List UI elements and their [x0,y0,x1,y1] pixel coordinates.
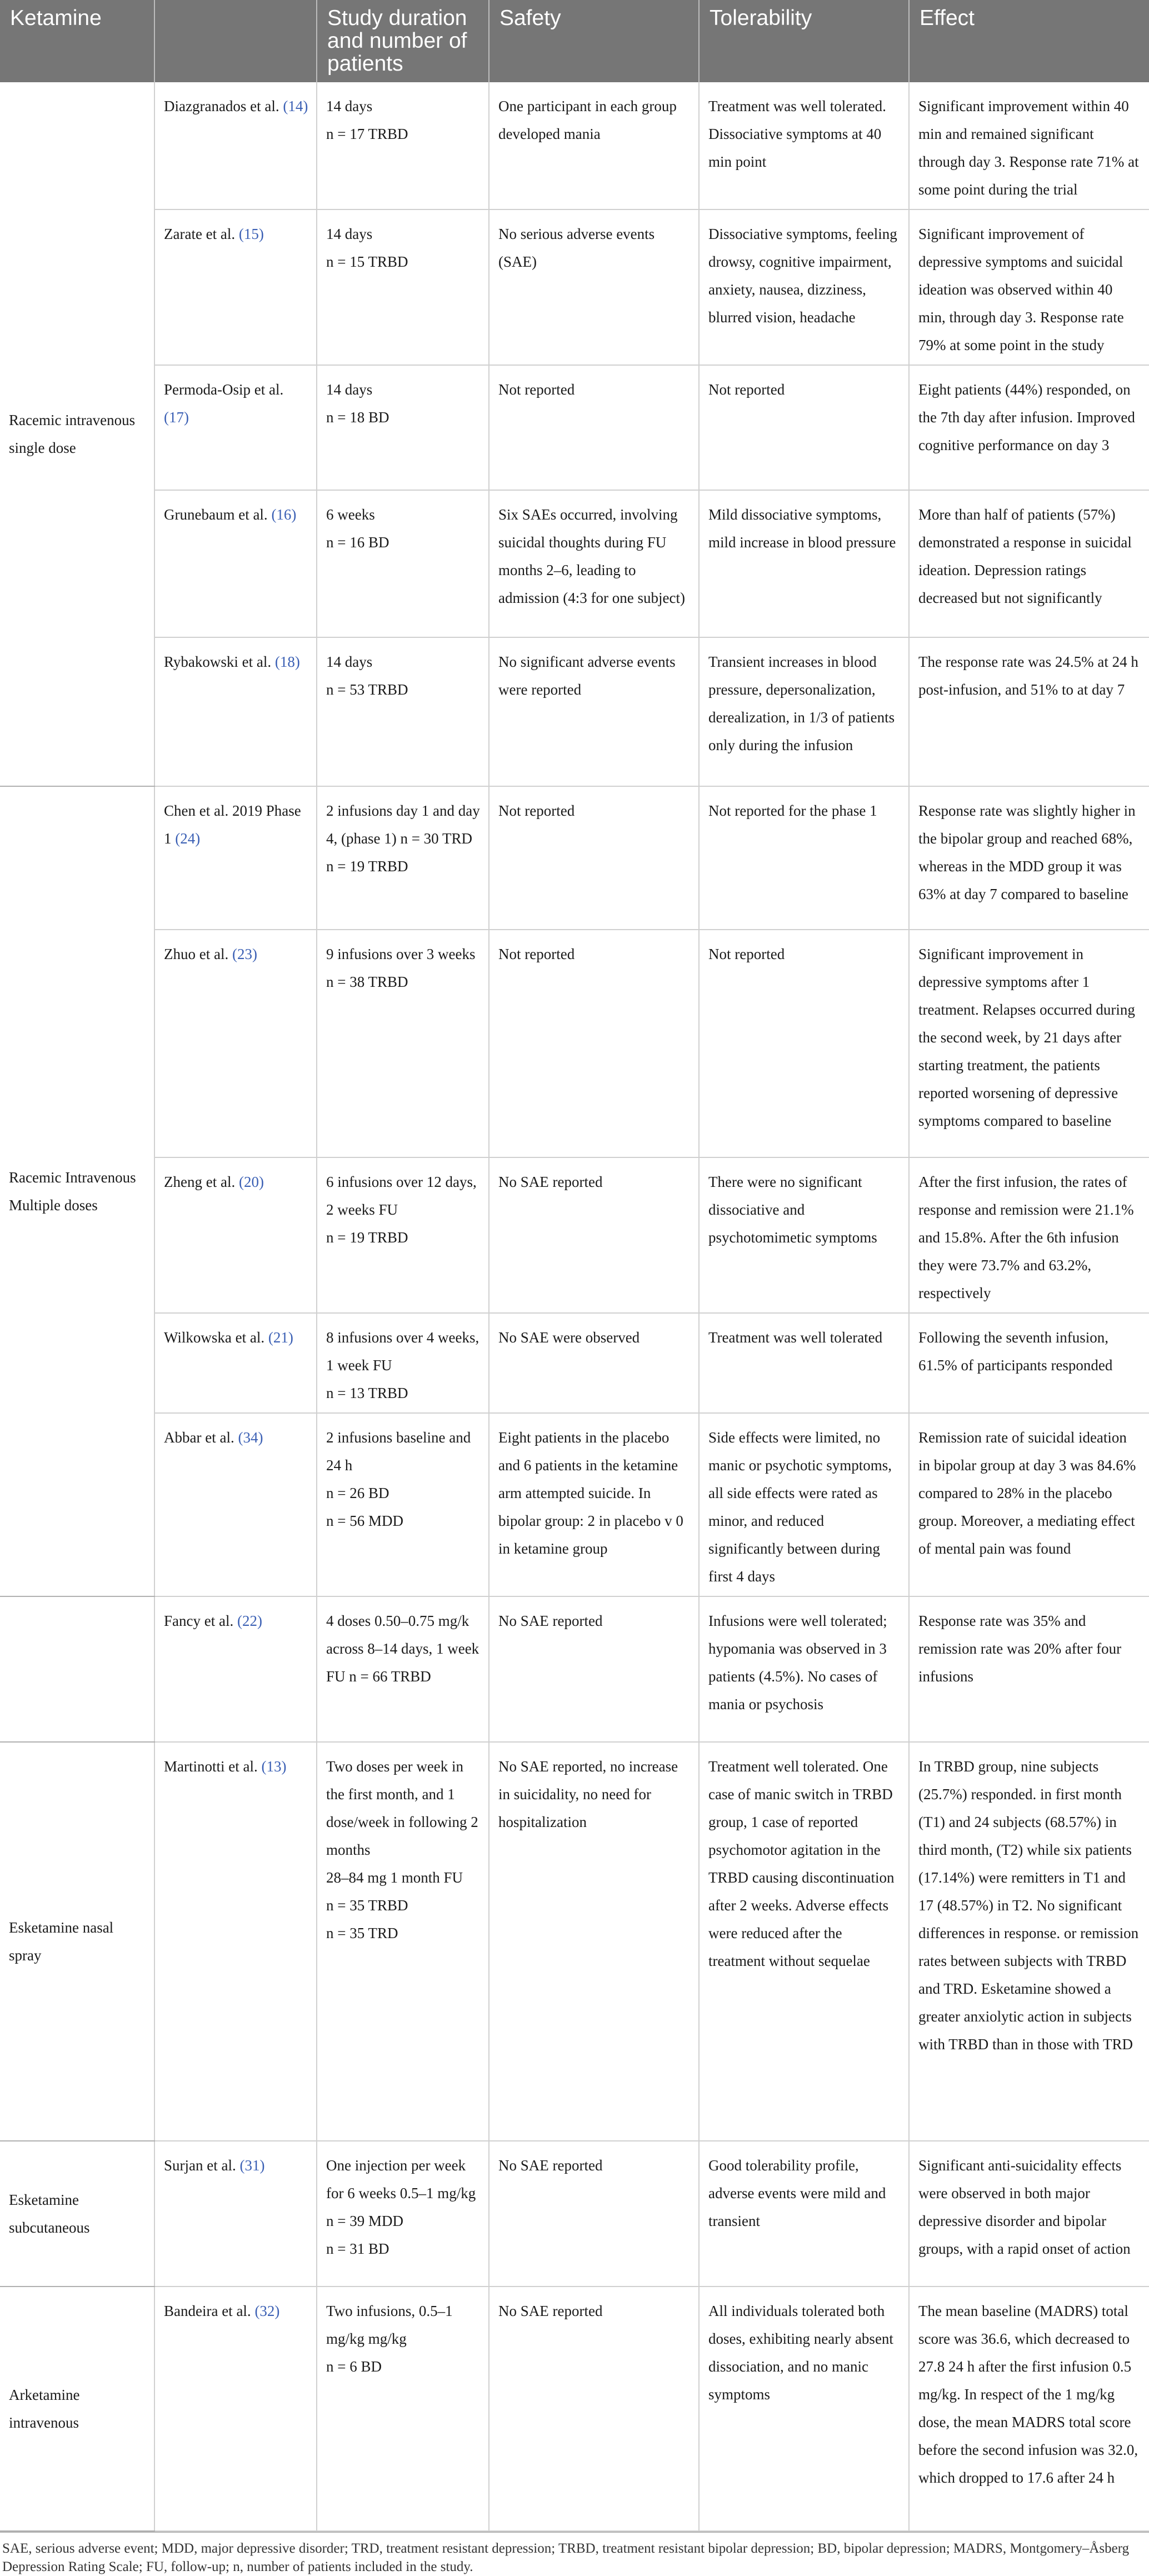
duration-line: 2 infusions baseline and 24 h [326,1429,471,1474]
duration-cell [317,1313,489,1413]
study-name: Abbar et al. [164,1429,234,1446]
table-row [0,2287,1149,2531]
study-cell [154,82,317,209]
safety-cell: No SAE reported [489,2141,699,2287]
table-row [0,365,1149,490]
safety-cell: No SAE reported [489,1157,699,1313]
duration-cell [317,365,489,490]
table-row [0,1413,1149,1596]
duration-line: 6 infusions over 12 days, 2 weeks FU [326,1174,477,1218]
table-row [0,1313,1149,1413]
safety-cell: One participant in each group developed mania [489,82,699,209]
duration-line: n = 26 BD [326,1485,389,1501]
effect-cell: Response rate was 35% and remission rate was 20% after four infusions [909,1596,1149,1742]
effect-cell: The mean baseline (MADRS) total score was 36.6, which decreased to 27.8 24 h after the first infusion 0.5 mg/kg. In respect of the 1 mg/kg dose, the mean MADRS total score before the second infusion was 32.0, which dropped to 17.6 after 24 h [909,2287,1149,2531]
tolerability-cell: All individuals tolerated both doses, exhibiting nearly absent dissociation, and no manic symptoms [699,2287,909,2531]
safety-cell: No SAE reported, no increase in suicidality, no need for hospitalization [489,1742,699,2141]
safety-cell: No serious adverse events (SAE) [489,209,699,365]
table-row [0,637,1149,786]
duration-line: 6 weeks [326,506,375,523]
table-row [0,2141,1149,2287]
study-name: Rybakowski et al. [164,653,272,670]
duration-line: n = 39 MDD [326,2213,403,2229]
study-cell [154,490,317,637]
duration-line: 28–84 mg 1 month FU [326,1869,463,1886]
safety-cell: Eight patients in the placebo and 6 patients in the ketamine arm attempted suicide. In bipolar group: 2 in placebo v 0 in ketamine group [489,1413,699,1596]
effect-cell: Significant improvement within 40 min and remained significant through day 3. Response rate 71% at some point during the trial [909,82,1149,209]
tolerability-cell: Transient increases in blood pressure, depersonalization, derealization, in 1/3 of patients only during the infusion [699,637,909,786]
header-effect: Effect [909,0,1149,82]
group-label [0,1596,154,1742]
reference-link[interactable]: (22) [237,1613,262,1629]
duration-cell [317,2287,489,2531]
duration-line: n = 15 TRBD [326,253,408,270]
study-name: Diazgranados et al. [164,98,279,114]
study-name: Zarate et al. [164,226,236,242]
reference-link[interactable]: (13) [261,1758,287,1775]
effect-cell: Following the seventh infusion, 61.5% of participants responded [909,1313,1149,1413]
study-cell [154,1157,317,1313]
reference-link[interactable]: (24) [175,830,201,847]
header-tolerability: Tolerability [699,0,909,82]
table-row [0,82,1149,209]
table-row [0,1157,1149,1313]
duration-line: Two doses per week in the first month, and 1 dose/week in following 2 months [326,1758,478,1858]
study-cell [154,2287,317,2531]
study-cell [154,1596,317,1742]
duration-cell [317,1413,489,1596]
safety-cell: No SAE were observed [489,1313,699,1413]
tolerability-cell: There were no significant dissociative and psychotomimetic symptoms [699,1157,909,1313]
group-label: Racemic Intravenous Multiple doses [0,786,154,1596]
duration-line: n = 38 TRBD [326,974,408,990]
table-row [0,1742,1149,2141]
table-row [0,209,1149,365]
study-cell [154,1742,317,2141]
effect-cell: Response rate was slightly higher in the bipolar group and reached 68%, whereas in the MDD group it was 63% at day 7 compared to baseline [909,786,1149,930]
safety-cell: Not reported [489,786,699,930]
tolerability-cell: Treatment well tolerated. One case of manic switch in TRBD group, 1 case of reported psychomotor agitation in the TRBD causing discontinuation after 2 weeks. Adverse effects were reduced after the treatment without sequelae [699,1742,909,2141]
tolerability-cell: Mild dissociative symptoms, mild increase in blood pressure [699,490,909,637]
duration-cell [317,82,489,209]
study-name: Wilkowska et al. [164,1329,265,1346]
duration-line: 9 infusions over 3 weeks [326,946,476,962]
tolerability-cell: Infusions were well tolerated; hypomania was observed in 3 patients (4.5%). No cases of mania or psychosis [699,1596,909,1742]
duration-line: Two infusions, 0.5–1 mg/kg mg/kg [326,2303,453,2347]
duration-line: 4 doses 0.50–0.75 mg/k across 8–14 days, 1 week FU n = 66 TRBD [326,1613,479,1685]
tolerability-cell: Not reported for the phase 1 [699,786,909,930]
effect-cell: Eight patients (44%) responded, on the 7th day after infusion. Improved cognitive performance on day 3 [909,365,1149,490]
duration-cell [317,1742,489,2141]
duration-line: n = 19 TRBD [326,858,408,875]
table-body [0,82,1149,2531]
tolerability-cell: Not reported [699,365,909,490]
group-label: Racemic intravenous single dose [0,82,154,786]
effect-cell: Significant improvement in depressive symptoms after 1 treatment. Relapses occurred during the second week, by 21 days after starting treatment, the patients reported worsening of depressive symptoms compared to baseline [909,930,1149,1157]
study-name: Zheng et al. [164,1174,236,1190]
study-name: Fancy et al. [164,1613,234,1629]
duration-cell [317,1157,489,1313]
study-name: Surjan et al. [164,2157,236,2174]
effect-cell: Significant improvement of depressive symptoms and suicidal ideation was observed within 40 min, through day 3. Response rate 79% at some point in the study [909,209,1149,365]
duration-line: n = 17 TRBD [326,126,408,142]
reference-link[interactable]: (14) [283,98,308,114]
duration-line: 14 days [326,381,373,398]
tolerability-cell: Treatment was well tolerated [699,1313,909,1413]
duration-line: 8 infusions over 4 weeks, 1 week FU [326,1329,479,1374]
effect-cell: More than half of patients (57%) demonstrated a response in suicidal ideation. Depression ratings decreased but not significantly [909,490,1149,637]
table-row [0,930,1149,1157]
group-label: Esketamine nasal spray [0,1742,154,2141]
effect-cell: Significant anti-suicidality effects were observed in both major depressive disorder and bipolar groups, with a rapid onset of action [909,2141,1149,2287]
duration-line: n = 6 BD [326,2358,382,2375]
study-cell [154,209,317,365]
safety-cell: No SAE reported [489,1596,699,1742]
duration-line: n = 31 BD [326,2240,389,2257]
tolerability-cell: Not reported [699,930,909,1157]
duration-cell [317,637,489,786]
effect-cell: The response rate was 24.5% at 24 h post-infusion, and 51% to at day 7 [909,637,1149,786]
duration-line: n = 16 BD [326,534,389,551]
study-name: Chen et al. 2019 Phase 1 [164,802,301,847]
reference-link[interactable]: (18) [274,653,300,670]
study-cell [154,1313,317,1413]
group-label: Arketamine intravenous [0,2287,154,2531]
study-cell [154,637,317,786]
duration-line: 2 infusions day 1 and day 4, (phase 1) n = 30 TRD [326,802,480,847]
tolerability-cell: Good tolerability profile, adverse events were mild and transient [699,2141,909,2287]
duration-line: n = 18 BD [326,409,389,426]
duration-cell [317,2141,489,2287]
study-name: Permoda-Osip et al. [164,381,284,398]
study-name: Grunebaum et al. [164,506,268,523]
header-safety: Safety [489,0,699,82]
study-cell [154,786,317,930]
table-row [0,1596,1149,1742]
reference-link[interactable]: (20) [238,1174,264,1190]
safety-cell: Not reported [489,930,699,1157]
safety-cell: No SAE reported [489,2287,699,2531]
effect-cell: After the first infusion, the rates of response and remission were 21.1% and 15.8%. After the 6th infusion they were 73.7% and 63.2%, respectively [909,1157,1149,1313]
study-cell [154,930,317,1157]
table-header [0,0,1149,82]
table-footnote: SAE, serious adverse event; MDD, major depressive disorder; TRD, treatment resistant depression; TRBD, treatment resistant bipolar depression; BD, bipolar depression; MADRS, Montgomery–Åsberg Depression Rating Scale; FU, follow-up; n, number of patients included in the study. [0,2532,1149,2576]
tolerability-cell: Treatment was well tolerated. Dissociative symptoms at 40 min point [699,82,909,209]
safety-cell: Not reported [489,365,699,490]
safety-cell: No significant adverse events were reported [489,637,699,786]
reference-link[interactable]: (17) [164,409,189,426]
effect-cell: In TRBD group, nine subjects (25.7%) responded. in first month (T1) and 24 subjects (68.57%) in third month, (T2) while six patients (17.14%) were remitters in T1 and 17 (48.57%) in T2. No significant differences in response. or remission rates between subjects with TRBD and TRD. Esketamine showed a greater anxiolytic action in subjects with TRBD than in those with TRD [909,1742,1149,2141]
duration-line: 14 days [326,226,373,242]
study-cell [154,365,317,490]
duration-line: n = 35 TRD [326,1925,398,1941]
duration-cell [317,930,489,1157]
safety-cell: Six SAEs occurred, involving suicidal thoughts during FU months 2–6, leading to admission (4:3 for one subject) [489,490,699,637]
table-row [0,786,1149,930]
tolerability-cell: Dissociative symptoms, feeling drowsy, cognitive impairment, anxiety, nausea, dizziness, blurred vision, headache [699,209,909,365]
group-label: Esketamine subcutaneous [0,2141,154,2287]
study-name: Martinotti et al. [164,1758,258,1775]
reference-link[interactable]: (31) [239,2157,265,2174]
header-ketamine: Ketamine [0,0,154,82]
study-cell [154,1413,317,1596]
duration-line: 14 days [326,98,373,114]
duration-line: n = 35 TRBD [326,1897,408,1914]
duration-line: n = 13 TRBD [326,1385,408,1401]
reference-link[interactable]: (34) [238,1429,263,1446]
header-study [154,0,317,82]
duration-line: n = 19 TRBD [326,1229,408,1246]
table-row [0,490,1149,637]
duration-cell [317,490,489,637]
duration-line: n = 56 MDD [326,1512,403,1529]
reference-link[interactable]: (16) [271,506,297,523]
study-name: Bandeira et al. [164,2303,251,2319]
reference-link[interactable]: (23) [232,946,257,962]
effect-cell: Remission rate of suicidal ideation in bipolar group at day 3 was 84.6% compared to 28% in the placebo group. Moreover, a mediating effect of mental pain was found [909,1413,1149,1596]
reference-link[interactable]: (15) [238,226,264,242]
reference-link[interactable]: (21) [268,1329,293,1346]
duration-cell [317,786,489,930]
reference-link[interactable]: (32) [254,2303,280,2319]
tolerability-cell: Side effects were limited, no manic or psychotic symptoms, all side effects were rated as minor, and reduced significantly between during first 4 days [699,1413,909,1596]
duration-cell [317,1596,489,1742]
duration-cell [317,209,489,365]
duration-line: One injection per week for 6 weeks 0.5–1 mg/kg [326,2157,476,2201]
duration-line: 14 days [326,653,373,670]
header-duration: Study duration and number of patients [317,0,489,82]
study-cell [154,2141,317,2287]
duration-line: n = 53 TRBD [326,681,408,698]
study-name: Zhuo et al. [164,946,229,962]
